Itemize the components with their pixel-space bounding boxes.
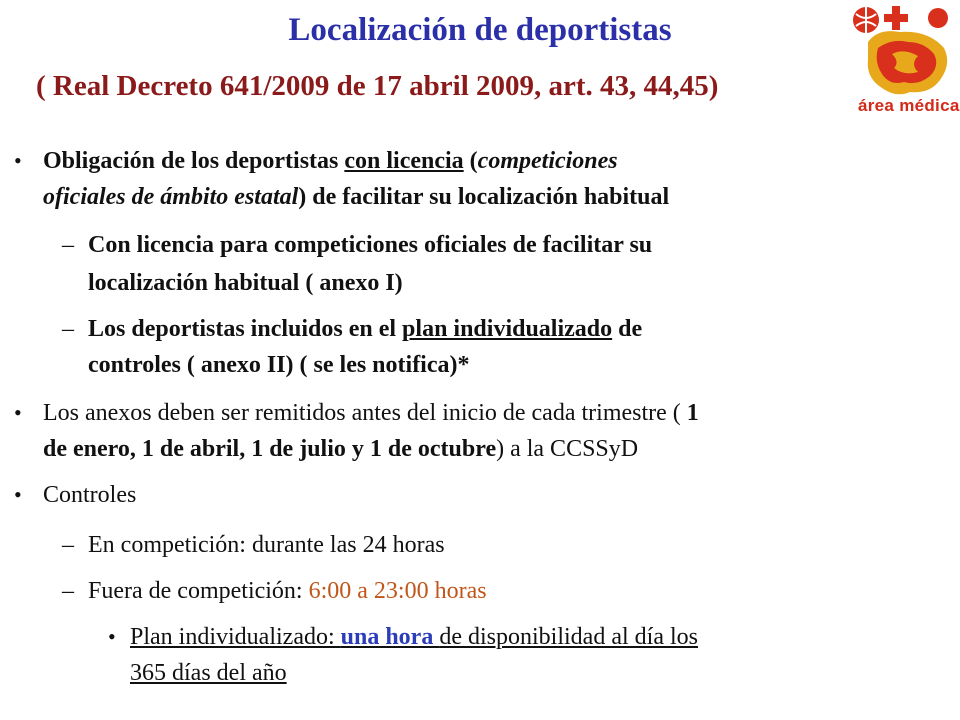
subsub1-line1: Plan individualizado: una hora de disponibilidad al día los bbox=[130, 624, 698, 650]
sub1-line1: Con licencia para competiciones oficiales de facilitar su bbox=[88, 232, 653, 258]
sub2-line2: controles ( anexo II) ( se les notifica)* bbox=[88, 352, 470, 378]
dash-marker: – bbox=[62, 578, 74, 604]
bullet-marker: • bbox=[14, 148, 22, 173]
subsub1-line2: 365 días del año bbox=[130, 660, 287, 686]
sub4-line: Fuera de competición: 6:00 a 23:00 horas bbox=[88, 578, 487, 604]
sub3-line: En competición: durante las 24 horas bbox=[88, 532, 445, 558]
logo-text: área médica bbox=[858, 96, 960, 115]
bullet3-line: Controles bbox=[43, 482, 137, 508]
bullet-marker: • bbox=[14, 482, 22, 507]
bullet1-line2: oficiales de ámbito estatal) de facilitar su localización habitual bbox=[43, 184, 670, 210]
bullet2-line2: de enero, 1 de abril, 1 de julio y 1 de octubre) a la CCSSyD bbox=[43, 436, 639, 462]
dash-marker: – bbox=[62, 316, 74, 342]
bullet-marker: • bbox=[108, 624, 116, 649]
bullet2-line1: Los anexos deben ser remitidos antes del inicio de cada trimestre ( 1 bbox=[43, 400, 699, 426]
slide-subtitle: ( Real Decreto 641/2009 de 17 abril 2009, art. 43, 44,45) bbox=[36, 70, 719, 102]
slide-title: Localización de deportistas bbox=[288, 12, 672, 48]
dash-marker: – bbox=[62, 532, 74, 558]
dash-marker: – bbox=[62, 232, 74, 258]
sub1-line2: localización habitual ( anexo I) bbox=[88, 270, 403, 296]
bullet-marker: • bbox=[14, 400, 22, 425]
bullet1-line1: Obligación de los deportistas con licencia (competiciones bbox=[43, 148, 618, 174]
sub2-line1: Los deportistas incluidos en el plan individualizado de bbox=[88, 316, 643, 342]
